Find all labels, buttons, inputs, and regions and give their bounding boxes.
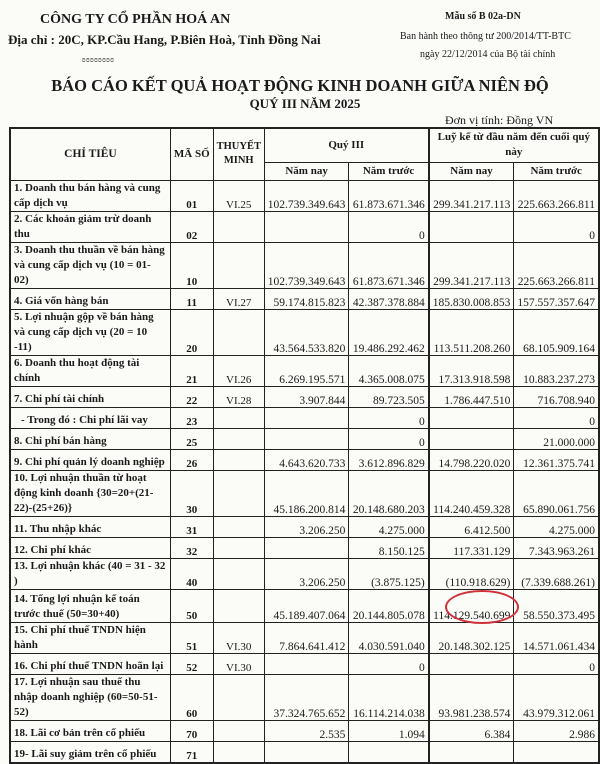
row-label: 9. Chi phí quản lý doanh nghiệp <box>10 449 170 470</box>
row-code: 71 <box>170 741 213 763</box>
row-label: 5. Lợi nhuận gộp về bán hàng và cung cấp dịch vụ (20 = 10 -11) <box>10 309 170 355</box>
row-ytd-last-year: 0 <box>514 407 599 428</box>
row-note <box>213 428 264 449</box>
row-quarter-last-year: 89.723.505 <box>349 386 429 407</box>
row-ytd-last-year: 65.890.061.756 <box>514 470 599 516</box>
row-code: 25 <box>170 428 213 449</box>
ornament-divider: ʚɞʚɞʚɞʚɞ <box>82 55 115 64</box>
row-quarter-this-year: 102.739.349.643 <box>264 242 349 288</box>
row-quarter-this-year <box>264 428 349 449</box>
table-row <box>10 470 599 516</box>
row-note: VI.27 <box>213 288 264 309</box>
row-note: VI.28 <box>213 386 264 407</box>
row-label: 12. Chi phí khác <box>10 537 170 558</box>
row-quarter-this-year: 59.174.815.823 <box>264 288 349 309</box>
row-quarter-last-year: 0 <box>349 653 429 674</box>
row-label: 10. Lợi nhuận thuần từ hoạt động kinh doanh {30=20+(21-22)-(25+26)} <box>10 470 170 516</box>
row-ytd-last-year <box>514 741 599 763</box>
row-quarter-this-year: 3.206.250 <box>264 516 349 537</box>
row-note: VI.30 <box>213 653 264 674</box>
row-quarter-this-year: 37.324.765.652 <box>264 674 349 720</box>
row-code: 32 <box>170 537 213 558</box>
row-quarter-this-year: 3.206.250 <box>264 558 349 589</box>
row-code: 21 <box>170 355 213 386</box>
row-code: 10 <box>170 242 213 288</box>
header-ytd: Luỹ kế từ đầu năm đến cuối quý này <box>429 128 599 162</box>
row-ytd-this-year: 93.981.238.574 <box>429 674 514 720</box>
row-ytd-this-year: 299.341.217.113 <box>429 242 514 288</box>
row-quarter-last-year: 16.114.214.038 <box>349 674 429 720</box>
row-label: 4. Giá vốn hàng bán <box>10 288 170 309</box>
row-ytd-this-year: 14.798.220.020 <box>429 449 514 470</box>
row-note <box>213 211 264 242</box>
header-note: THUYẾT MINH <box>213 128 264 180</box>
table-row <box>10 558 599 589</box>
row-ytd-last-year: 14.571.061.434 <box>514 622 599 653</box>
row-note <box>213 449 264 470</box>
row-ytd-this-year: 114.240.459.328 <box>429 470 514 516</box>
row-quarter-this-year <box>264 653 349 674</box>
row-ytd-this-year: 17.313.918.598 <box>429 355 514 386</box>
row-ytd-this-year <box>429 653 514 674</box>
row-label: - Trong đó : Chi phí lãi vay <box>10 407 170 428</box>
row-ytd-this-year <box>429 741 514 763</box>
row-ytd-last-year: 716.708.940 <box>514 386 599 407</box>
row-ytd-this-year <box>429 407 514 428</box>
row-code: 20 <box>170 309 213 355</box>
table-row <box>10 516 599 537</box>
row-note <box>213 537 264 558</box>
row-quarter-last-year: 20.144.805.078 <box>349 589 429 622</box>
row-note <box>213 309 264 355</box>
row-quarter-this-year <box>264 211 349 242</box>
row-quarter-last-year: 4.030.591.040 <box>349 622 429 653</box>
table-row <box>10 449 599 470</box>
row-label: 1. Doanh thu bán hàng và cung cấp dịch vụ <box>10 180 170 211</box>
row-note: VI.25 <box>213 180 264 211</box>
row-ytd-last-year: 2.986 <box>514 720 599 741</box>
report-title: BÁO CÁO KẾT QUẢ HOẠT ĐỘNG KINH DOANH GIỮA NIÊN ĐỘ <box>51 76 549 95</box>
company-address: Địa chỉ : 20C, KP.Cầu Hang, P.Biên Hoà, Tỉnh Đồng Nai <box>8 32 321 47</box>
row-ytd-this-year: 20.148.302.125 <box>429 622 514 653</box>
row-ytd-last-year: 58.550.373.495 <box>514 589 599 622</box>
table-row <box>10 180 599 211</box>
row-quarter-this-year: 2.535 <box>264 720 349 741</box>
row-label: 6. Doanh thu hoạt động tài chính <box>10 355 170 386</box>
row-code: 50 <box>170 589 213 622</box>
row-note <box>213 242 264 288</box>
header-code: MÃ SỐ <box>170 128 213 180</box>
row-ytd-last-year: 43.979.312.061 <box>514 674 599 720</box>
currency-unit: Đơn vị tính: Đồng VN <box>445 113 554 127</box>
row-quarter-this-year: 45.189.407.064 <box>264 589 349 622</box>
table-row <box>10 309 599 355</box>
row-quarter-this-year: 3.907.844 <box>264 386 349 407</box>
table-row <box>10 355 599 386</box>
row-label: 13. Lợi nhuận khác (40 = 31 - 32 ) <box>10 558 170 589</box>
report-period: QUÝ III NĂM 2025 <box>249 96 361 111</box>
header-ytd-this-year: Năm nay <box>429 162 514 180</box>
row-ytd-last-year: 225.663.266.811 <box>514 180 599 211</box>
header-ytd-last-year: Năm trước <box>514 162 599 180</box>
row-quarter-last-year: 3.612.896.829 <box>349 449 429 470</box>
table-row <box>10 288 599 309</box>
row-ytd-this-year <box>429 211 514 242</box>
row-ytd-last-year: 0 <box>514 211 599 242</box>
row-label: 11. Thu nhập khác <box>10 516 170 537</box>
row-note <box>213 558 264 589</box>
table-row <box>10 674 599 720</box>
row-code: 31 <box>170 516 213 537</box>
row-label: 15. Chi phí thuế TNDN hiện hành <box>10 622 170 653</box>
row-ytd-this-year: (110.918.629) <box>429 558 514 589</box>
row-code: 51 <box>170 622 213 653</box>
row-quarter-last-year: 61.873.671.346 <box>349 242 429 288</box>
row-label: 17. Lợi nhuận sau thuế thu nhập doanh nghiệp (60=50-51-52) <box>10 674 170 720</box>
table-row <box>10 741 599 763</box>
row-note <box>213 516 264 537</box>
table-row <box>10 407 599 428</box>
row-quarter-last-year: 0 <box>349 211 429 242</box>
row-note <box>213 470 264 516</box>
row-ytd-last-year: 10.883.237.273 <box>514 355 599 386</box>
row-quarter-last-year: 8.150.125 <box>349 537 429 558</box>
row-code: 26 <box>170 449 213 470</box>
row-note <box>213 674 264 720</box>
table-row <box>10 211 599 242</box>
row-label: 16. Chi phí thuế TNDN hoãn lại <box>10 653 170 674</box>
row-ytd-this-year: 185.830.008.853 <box>429 288 514 309</box>
row-code: 52 <box>170 653 213 674</box>
row-ytd-this-year: 1.786.447.510 <box>429 386 514 407</box>
row-note <box>213 720 264 741</box>
row-quarter-this-year: 102.739.349.643 <box>264 180 349 211</box>
row-label: 19- Lãi suy giảm trên cổ phiếu <box>10 741 170 763</box>
row-quarter-last-year: 0 <box>349 407 429 428</box>
row-quarter-this-year <box>264 407 349 428</box>
row-ytd-last-year: 225.663.266.811 <box>514 242 599 288</box>
row-quarter-last-year: 20.148.680.203 <box>349 470 429 516</box>
row-code: 30 <box>170 470 213 516</box>
row-ytd-last-year: 21.000.000 <box>514 428 599 449</box>
row-code: 02 <box>170 211 213 242</box>
table-row <box>10 653 599 674</box>
row-quarter-this-year <box>264 537 349 558</box>
row-label: 18. Lãi cơ bản trên cổ phiếu <box>10 720 170 741</box>
row-quarter-last-year: 0 <box>349 428 429 449</box>
table-row <box>10 386 599 407</box>
row-quarter-last-year: 4.365.008.075 <box>349 355 429 386</box>
row-ytd-last-year: 157.557.357.647 <box>514 288 599 309</box>
row-note: VI.26 <box>213 355 264 386</box>
row-label: 3. Doanh thu thuần về bán hàng và cung cấp dịch vụ (10 = 01- 02) <box>10 242 170 288</box>
table-row <box>10 720 599 741</box>
row-ytd-last-year: (7.339.688.261) <box>514 558 599 589</box>
row-ytd-this-year: 6.412.500 <box>429 516 514 537</box>
row-quarter-this-year <box>264 741 349 763</box>
row-note <box>213 407 264 428</box>
header-item: CHỈ TIÊU <box>10 128 170 180</box>
row-ytd-last-year: 7.343.963.261 <box>514 537 599 558</box>
row-quarter-last-year <box>349 741 429 763</box>
row-note <box>213 589 264 622</box>
income-statement-table <box>9 127 600 764</box>
company-name: CÔNG TY CỔ PHẦN HOÁ AN <box>40 12 231 27</box>
row-code: 22 <box>170 386 213 407</box>
row-ytd-this-year: 114.129.540.699 <box>429 589 514 622</box>
header-quarter: Quý III <box>264 128 428 162</box>
row-quarter-last-year: 4.275.000 <box>349 516 429 537</box>
header-q-this-year: Năm nay <box>264 162 349 180</box>
table-row <box>10 428 599 449</box>
form-circular: Ban hành theo thông tư 200/2014/TT-BTC <box>400 31 571 42</box>
row-quarter-this-year: 7.864.641.412 <box>264 622 349 653</box>
row-ytd-this-year <box>429 428 514 449</box>
row-quarter-last-year: 61.873.671.346 <box>349 180 429 211</box>
row-ytd-last-year: 68.105.909.164 <box>514 309 599 355</box>
row-quarter-last-year: 1.094 <box>349 720 429 741</box>
row-quarter-this-year: 4.643.620.733 <box>264 449 349 470</box>
row-label: 2. Các khoản giảm trừ doanh thu <box>10 211 170 242</box>
row-quarter-this-year: 43.564.533.820 <box>264 309 349 355</box>
table-row <box>10 537 599 558</box>
row-ytd-this-year: 6.384 <box>429 720 514 741</box>
row-ytd-last-year: 0 <box>514 653 599 674</box>
row-quarter-this-year: 6.269.195.571 <box>264 355 349 386</box>
row-code: 01 <box>170 180 213 211</box>
row-quarter-last-year: (3.875.125) <box>349 558 429 589</box>
row-ytd-last-year: 12.361.375.741 <box>514 449 599 470</box>
row-note <box>213 741 264 763</box>
row-label: 8. Chi phí bán hàng <box>10 428 170 449</box>
row-ytd-last-year: 4.275.000 <box>514 516 599 537</box>
table-row <box>10 242 599 288</box>
form-code: Mẫu số B 02a-DN <box>445 11 521 22</box>
form-date: ngày 22/12/2014 của Bộ tài chính <box>420 49 556 60</box>
row-ytd-this-year: 117.331.129 <box>429 537 514 558</box>
row-ytd-this-year: 299.341.217.113 <box>429 180 514 211</box>
row-note: VI.30 <box>213 622 264 653</box>
row-code: 11 <box>170 288 213 309</box>
row-code: 60 <box>170 674 213 720</box>
row-quarter-last-year: 42.387.378.884 <box>349 288 429 309</box>
table-row <box>10 622 599 653</box>
row-quarter-this-year: 45.186.200.814 <box>264 470 349 516</box>
company-seal <box>445 590 519 624</box>
row-label: 7. Chi phí tài chính <box>10 386 170 407</box>
row-code: 40 <box>170 558 213 589</box>
row-quarter-last-year: 19.486.292.462 <box>349 309 429 355</box>
row-label: 14. Tổng lợi nhuận kế toán trước thuế (50=30+40) <box>10 589 170 622</box>
row-ytd-this-year: 113.511.208.260 <box>429 309 514 355</box>
row-code: 23 <box>170 407 213 428</box>
row-code: 70 <box>170 720 213 741</box>
header-q-last-year: Năm trước <box>349 162 429 180</box>
